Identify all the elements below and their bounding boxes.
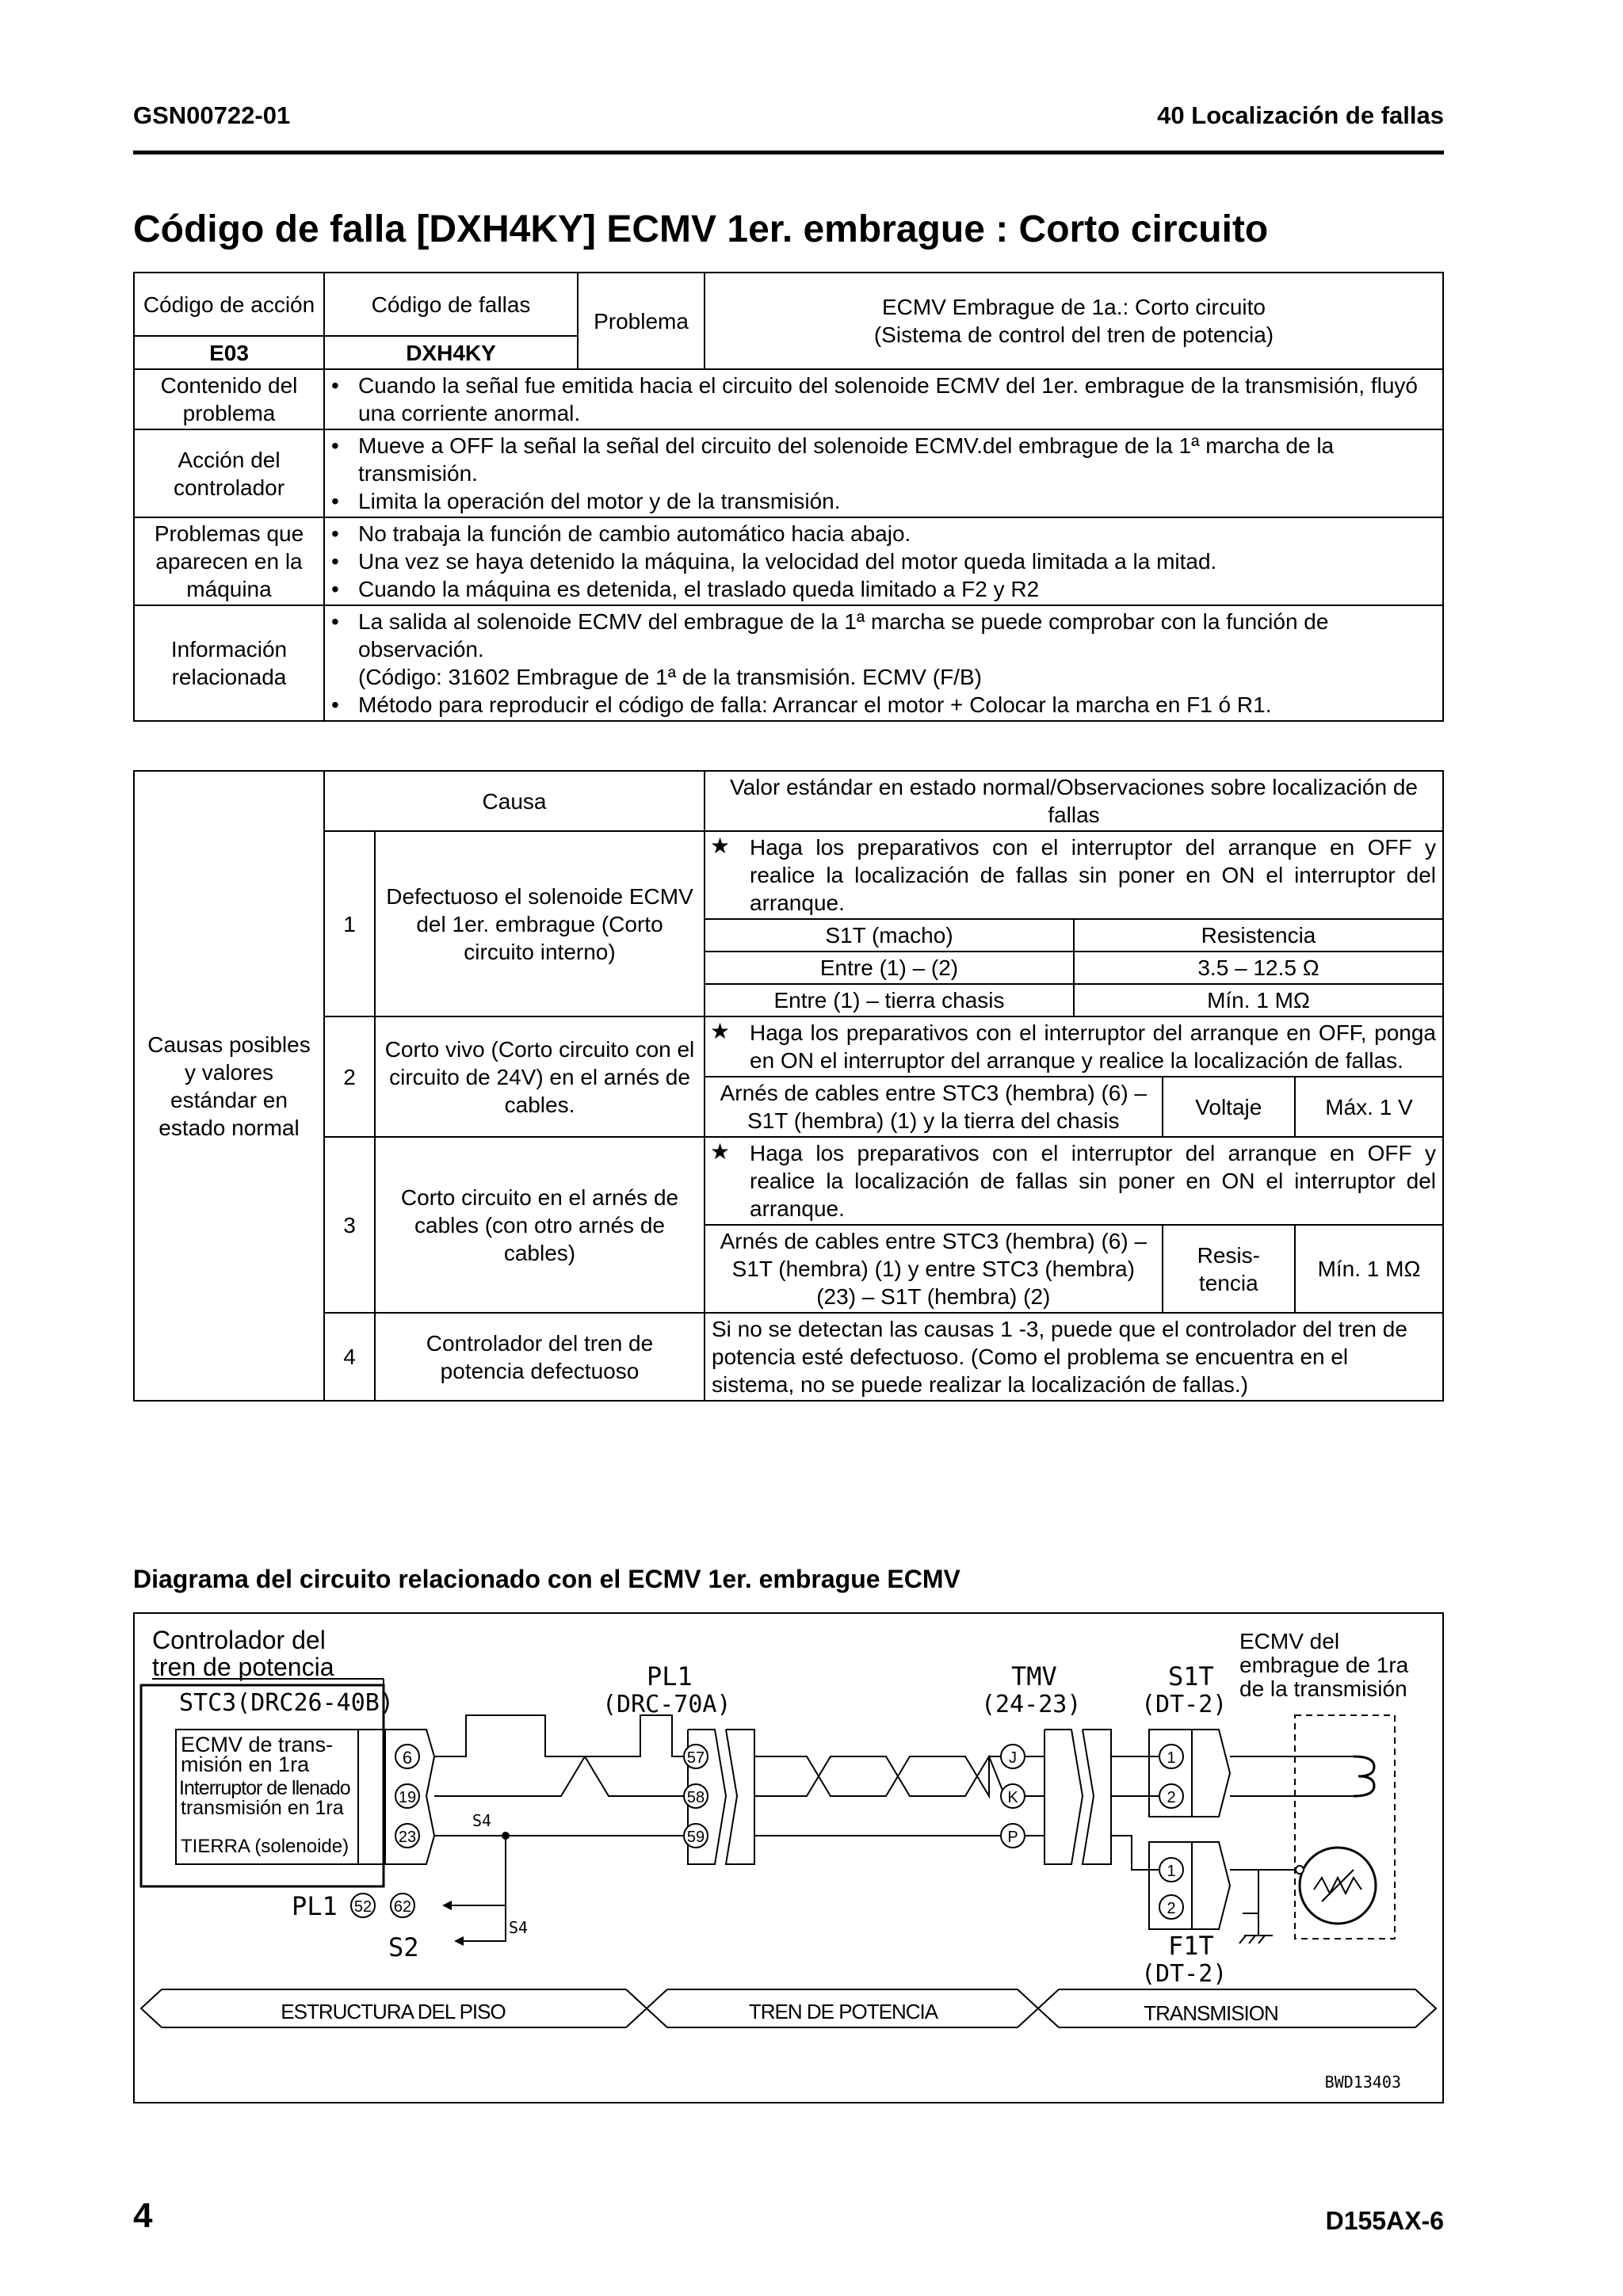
info-row-related-info — [134, 605, 1443, 721]
info-row-problem-content — [134, 369, 1443, 429]
pin-52 — [351, 1894, 375, 1917]
pin-label: ECMV de trans- — [181, 1733, 334, 1756]
info-item: • Método para reproducir el código de falla: Arrancar el motor + Colocar la marcha en F1 ó R1. — [331, 691, 1436, 719]
zone-floor-label: ESTRUCTURA DEL PISO — [281, 2000, 506, 2023]
cause-text: Controlador del tren de potencia defectuoso — [375, 1313, 705, 1401]
info-item: • Cuando la señal fue emitida hacia el circuito del solenoide ECMV del 1er. embrague de la transmisión, fluyó una corriente anormal. — [331, 372, 1436, 427]
svg-text:19: 19 — [398, 1789, 417, 1806]
pin-23 — [395, 1824, 419, 1848]
cause-note: Haga los preparativos con el interruptor del arranque en OFF y realice la localización de fallas sin poner en ON el interruptor del arranque. — [750, 835, 1436, 915]
measure-point: Arnés de cables entre STC3 (hembra) (6) – S1T (hembra) (1) y entre STC3 (hembra) (23) – S1T (hembra) (2) — [705, 1225, 1163, 1312]
cause-note: Haga los preparativos con el interruptor del arranque en OFF, ponga en ON el interruptor del arranque y realice la localización de fallas. — [750, 1020, 1436, 1073]
info-item: • Limita la operación del motor y de la transmisión. — [331, 487, 1436, 515]
fault-info-table — [133, 272, 1444, 722]
header-rule — [133, 151, 1444, 154]
pin-58 — [684, 1784, 708, 1808]
info-row-label: Contenido del problema — [134, 369, 324, 429]
measure-type: Voltaje — [1163, 1077, 1295, 1136]
pin-19 — [395, 1784, 419, 1808]
cause-row-2 — [134, 1016, 1443, 1137]
info-row-label: Información relacionada — [134, 605, 324, 721]
info-item: • No trabaja la función de cambio automático hacia abajo. — [331, 520, 1436, 547]
cause-header: Causa — [324, 771, 705, 831]
ground-icon — [1239, 1913, 1273, 1943]
pin-label: TIERRA (solenoide) — [181, 1836, 349, 1857]
pin-p — [1001, 1824, 1025, 1848]
f1t-type-label: (DT-2) — [1141, 1960, 1228, 1988]
pl1-type-label: (DRC-70A) — [602, 1691, 731, 1718]
measure-value: Mín. 1 MΩ — [1295, 1225, 1442, 1312]
star-icon: ★ — [710, 1019, 731, 1043]
document-code: GSN00722-01 — [133, 101, 291, 129]
controller-label-1: Controlador del — [152, 1626, 326, 1654]
s1t-pin-2 — [1159, 1784, 1183, 1808]
svg-text:57: 57 — [686, 1749, 705, 1767]
info-item: • Cuando la máquina es detenida, el traslado queda limitado a F2 y R2 — [331, 575, 1436, 603]
svg-text:J: J — [1009, 1749, 1017, 1767]
s2-label: S2 — [388, 1932, 419, 1962]
diagram-reference: BWD13403 — [1324, 2073, 1401, 2092]
svg-text:1: 1 — [1167, 1863, 1176, 1880]
fault-code: DXH4KY — [324, 336, 578, 369]
splice-s4-label: S4 — [472, 1811, 492, 1830]
value-header: Valor estándar en estado normal/Observaciones sobre localización de fallas — [705, 771, 1443, 831]
info-row-label: Acción del controlador — [134, 429, 324, 517]
fault-code-label: Código de fallas — [324, 273, 578, 336]
measure-point: Entre (1) – (2) — [705, 952, 1074, 984]
svg-text:1: 1 — [1167, 1749, 1176, 1767]
svg-text:P: P — [1007, 1829, 1018, 1846]
measure-value: Mín. 1 MΩ — [1074, 984, 1442, 1016]
cause-side-label: Causas posibles y valores estándar en estado normal — [134, 771, 324, 1401]
cause-number: 3 — [324, 1137, 375, 1313]
ecmv-box — [1295, 1715, 1395, 1939]
svg-text:59: 59 — [686, 1829, 705, 1846]
pin-label: Interruptor de llenado — [179, 1777, 350, 1799]
svg-text:58: 58 — [686, 1789, 705, 1806]
measure-value: 3.5 – 12.5 Ω — [1074, 952, 1442, 984]
pin-label: transmisión en 1ra — [181, 1797, 344, 1819]
circuit-diagram — [133, 1612, 1444, 2103]
pin-j — [1001, 1745, 1025, 1768]
controller-label-2: tren de potencia — [152, 1653, 334, 1681]
measurement-table — [705, 1224, 1442, 1312]
cause-note: Haga los preparativos con el interruptor del arranque en OFF y realice la localización de fallas sin poner en ON el interruptor del arranque. — [750, 1141, 1436, 1221]
star-icon: ★ — [710, 1139, 731, 1164]
solenoid-coil-icon — [1354, 1756, 1374, 1796]
problem-label: Problema — [578, 273, 705, 369]
info-item: • Mueve a OFF la señal la señal del circuito del solenoide ECMV.del embrague de la 1ª marcha de la transmisión. — [331, 432, 1436, 487]
pin-k — [1001, 1784, 1025, 1808]
svg-text:6: 6 — [402, 1748, 413, 1768]
diagram-title: Diagrama del circuito relacionado con el ECMV 1er. embrague ECMV — [133, 1565, 960, 1593]
star-icon: ★ — [710, 833, 731, 858]
resistance-header: Resistencia — [1074, 919, 1442, 952]
cause-text: Corto vivo (Corto circuito con el circuito de 24V) en el arnés de cables. — [375, 1016, 705, 1137]
problem-description — [705, 273, 1443, 369]
s1t-type-label: (DT-2) — [1141, 1691, 1228, 1718]
pin-59 — [684, 1824, 708, 1848]
info-row-controller-action — [134, 429, 1443, 517]
s1t-label: S1T — [1168, 1661, 1214, 1691]
measure-point: Arnés de cables entre STC3 (hembra) (6) – S1T (hembra) (1) y la tierra del chasis — [705, 1077, 1163, 1136]
pin-label: misión en 1ra — [181, 1753, 310, 1776]
ecmv-label-2: embrague de 1ra — [1239, 1653, 1409, 1677]
s1t-pin-1 — [1159, 1745, 1183, 1768]
measure-value: Máx. 1 V — [1295, 1077, 1442, 1136]
cause-row-4 — [134, 1313, 1443, 1401]
cause-text: Corto circuito en el arnés de cables (con otro arnés de cables) — [375, 1137, 705, 1313]
cause-note: Si no se detectan las causas 1 -3, puede que el controlador del tren de potencia esté defectuoso. (Como el problema se encuentra en el sistema, no se puede realizar la localización de fallas.) — [705, 1313, 1443, 1401]
svg-text:23: 23 — [398, 1829, 417, 1846]
cause-text: Defectuoso el solenoide ECMV del 1er. embrague (Corto circuito interno) — [375, 831, 705, 1016]
action-code: E03 — [134, 336, 324, 369]
action-code-label: Código de acción — [134, 273, 324, 336]
measurement-table — [705, 1076, 1442, 1136]
stc3-connector-label: STC3(DRC26-40B) — [179, 1689, 394, 1717]
cause-number: 2 — [324, 1016, 375, 1137]
problem-line-2: (Sistema de control del tren de potencia) — [873, 322, 1274, 347]
svg-text:62: 62 — [393, 1898, 412, 1916]
info-item: (Código: 31602 Embrague de 1ª de la transmisión. ECMV (F/B) — [358, 665, 982, 689]
pin-57 — [684, 1745, 708, 1768]
measure-type: Resis- tencia — [1163, 1225, 1295, 1312]
zone-powertrain-label: TREN DE POTENCIA — [748, 2000, 938, 2023]
cause-number: 1 — [324, 831, 375, 1016]
zone-transmission-label: TRANSMISION — [1144, 2001, 1278, 2025]
page-number: 4 — [133, 2196, 153, 2235]
resistance-table — [705, 918, 1442, 1016]
splice-s4-label: S4 — [509, 1918, 529, 1937]
tmv-label: TMV — [1011, 1661, 1057, 1691]
problem-line-1: ECMV Embrague de 1a.: Corto circuito — [882, 295, 1266, 319]
info-item: • Una vez se haya detenido la máquina, la velocidad del motor queda limitada a la mitad. — [331, 547, 1436, 575]
pl1-bottom-label: PL1 — [292, 1891, 338, 1921]
f1t-pin-1 — [1159, 1858, 1183, 1882]
section-title: 40 Localización de fallas — [1157, 101, 1444, 129]
cause-table — [133, 770, 1444, 1402]
svg-text:2: 2 — [1167, 1900, 1176, 1917]
pin-6 — [395, 1745, 419, 1768]
ecmv-label-1: ECMV del — [1239, 1629, 1340, 1653]
svg-text:K: K — [1007, 1789, 1018, 1806]
connector-header: S1T (macho) — [705, 919, 1074, 952]
svg-text:2: 2 — [1167, 1789, 1176, 1806]
page-title: Código de falla [DXH4KY] ECMV 1er. embrague : Corto circuito — [133, 208, 1269, 250]
tmv-type-label: (24-23) — [981, 1691, 1082, 1718]
pl1-label: PL1 — [647, 1661, 693, 1691]
machine-model: D155AX-6 — [1325, 2206, 1444, 2235]
pin-62 — [391, 1894, 414, 1917]
cause-number: 4 — [324, 1313, 375, 1401]
f1t-label: F1T — [1168, 1931, 1214, 1961]
cause-row-3 — [134, 1137, 1443, 1313]
info-row-machine-problems — [134, 517, 1443, 605]
measure-point: Entre (1) – tierra chasis — [705, 984, 1074, 1016]
info-item: • La salida al solenoide ECMV del embrague de la 1ª marcha se puede comprobar con la función de observación. — [331, 608, 1436, 663]
fill-switch-icon — [1300, 1848, 1376, 1924]
ecmv-label-3: de la transmisión — [1239, 1676, 1407, 1701]
svg-text:52: 52 — [353, 1898, 372, 1916]
info-row-label: Problemas que aparecen en la máquina — [134, 517, 324, 605]
f1t-pin-2 — [1159, 1895, 1183, 1919]
cause-row-1 — [134, 831, 1443, 1016]
